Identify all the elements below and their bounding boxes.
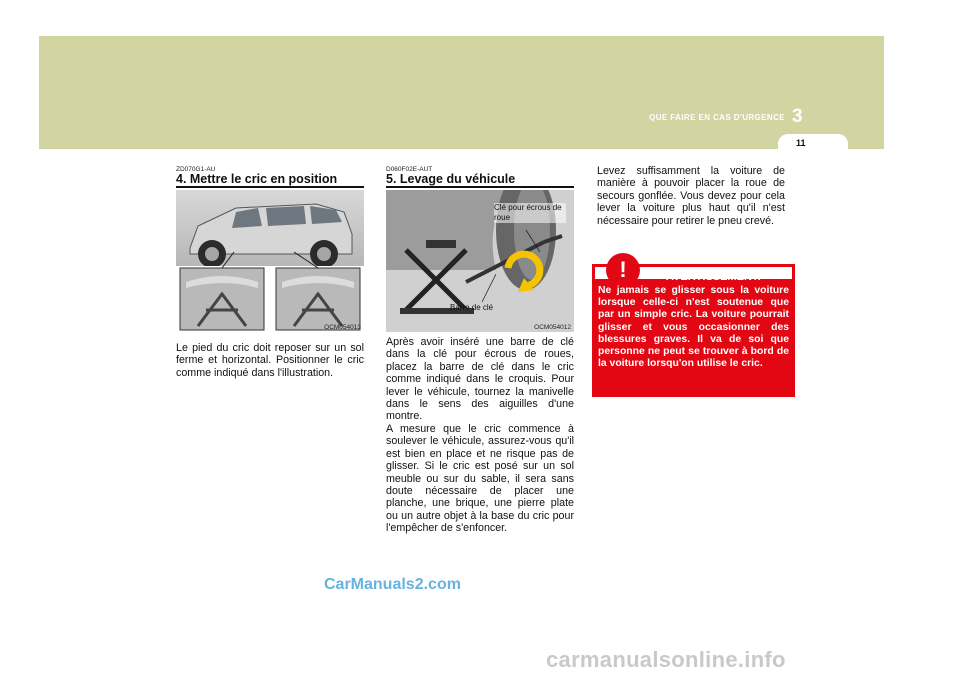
- section-code: ZD070G1-AU: [176, 166, 216, 173]
- watermark-carmanualsonline: carmanualsonline.info: [546, 647, 786, 672]
- warning-text: Ne jamais se glisser sous la voiture lorsque celle-ci n'est soutenue que par un simple cric. La voiture pourrait glisser et vous occasionner des blessures graves. Il va de soi que personne ne peut se trouver à bord de la voiture lorsqu'on utilise le cric.: [598, 285, 789, 370]
- section-body: Levez suffisamment la voiture de manière à pouvoir placer la roue de secours gonflée. Vous devez pour cela lever la voiture plus haut qu'il n'est nécessaire pour retirer le pneu crevé.: [597, 165, 785, 227]
- figure-code: OCM054012: [534, 324, 571, 331]
- label-wheel-nut-wrench: Clé pour écrous de roue: [494, 203, 566, 223]
- header-band: [39, 36, 884, 149]
- section-title: QUE FAIRE EN CAS D'URGENCE: [649, 113, 785, 122]
- heading-rule: [176, 186, 364, 188]
- section-body-continued: A mesure que le cric commence à soulever le véhicule, assurez-vous qu'il est bien en place et ne risque pas de glisser. Si le cric est posé sur un sol meuble ou sur du sable, il sera sans doute nécessaire de placer une planche, une brique, une pierre plate ou un autre objet à la base du cric pour l'empêcher de s'enfoncer.: [386, 423, 574, 535]
- suv-jack-illustration: [176, 190, 364, 332]
- lifting-vehicle-figure: [386, 190, 574, 332]
- section-body: Le pied du cric doit reposer sur un sol ferme et horizontal. Positionner le cric comme indiqué dans l'illustration.: [176, 342, 364, 379]
- figure-code: OCM054013: [324, 324, 361, 331]
- jack-position-figure: [176, 190, 364, 332]
- heading-rule: [386, 186, 574, 188]
- page-number: 11: [796, 138, 806, 148]
- chapter-number: 3: [792, 106, 803, 127]
- warning-box: [592, 257, 795, 397]
- page-number-tab: [778, 134, 848, 152]
- warning-exclamation-icon: !: [606, 253, 640, 287]
- section-heading: 5. Levage du véhicule: [386, 172, 516, 186]
- section-heading: 4. Mettre le cric en position: [176, 172, 338, 186]
- warning-title: AVERTISSEMENT:: [665, 271, 762, 283]
- label-wrench-bar: Barre de clé: [450, 303, 494, 312]
- section-body: Après avoir inséré une barre de clé dans la clé pour écrous de roues, placez la barre de clé dans le cric comme indiqué dans le croquis. Pour lever le véhicule, tournez la manivelle dans le sens des aiguilles d'une montre.: [386, 336, 574, 423]
- section-code: D060F02E-AUT: [386, 166, 433, 173]
- watermark-carmanuals2: CarManuals2.com: [324, 576, 461, 593]
